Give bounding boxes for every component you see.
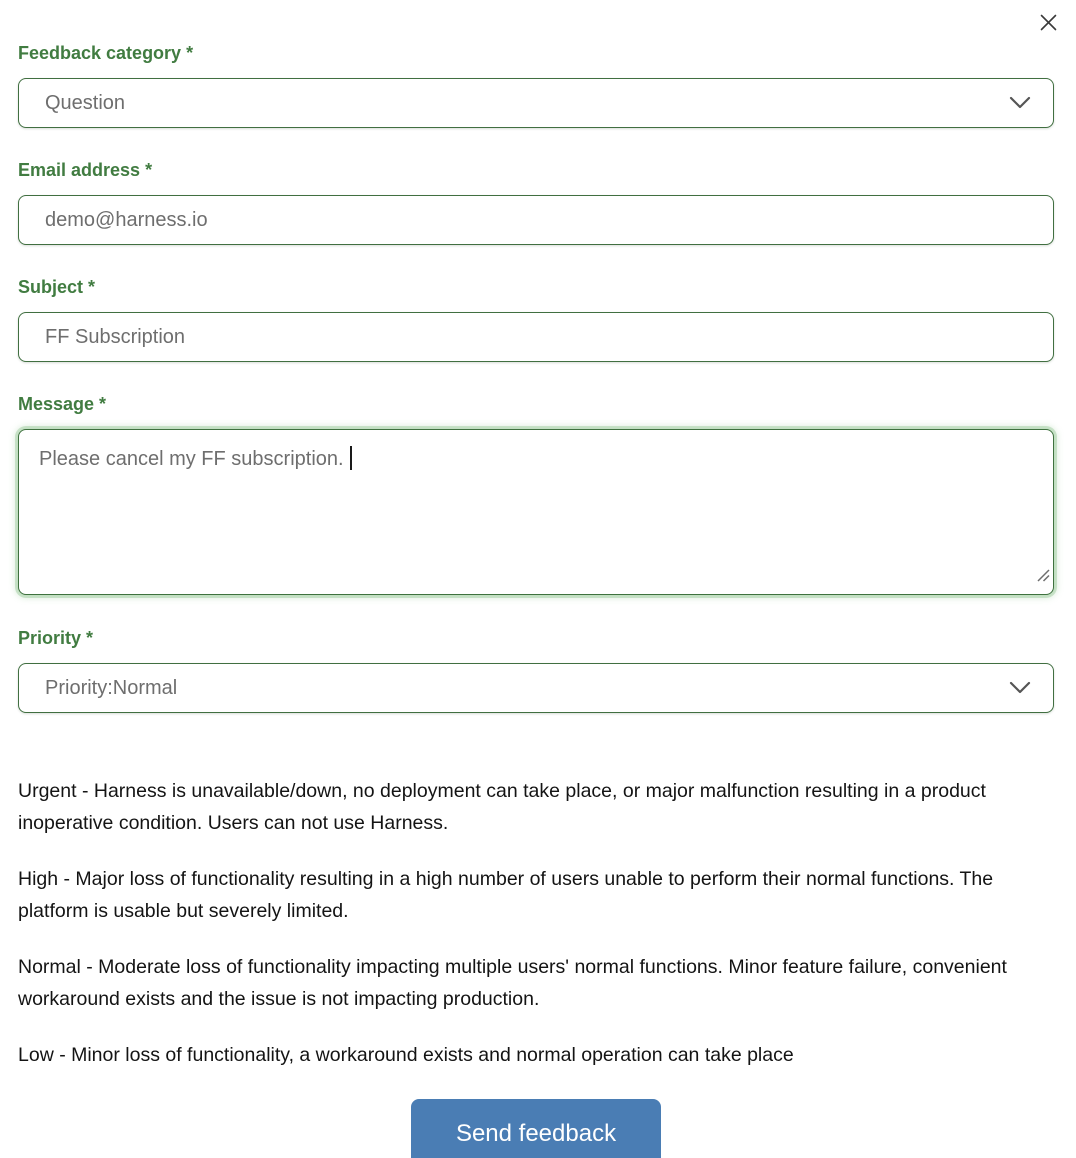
text-caret <box>350 446 352 470</box>
resize-handle-icon[interactable] <box>1036 561 1050 591</box>
priority-help-high: High - Major loss of functionality resulting in a high number of users unable to perform their normal functions. The platform is usable but severely limited. <box>18 868 994 922</box>
message-value: Please cancel my FF subscription. <box>39 448 350 470</box>
priority-help-urgent: Urgent - Harness is unavailable/down, no deployment can take place, or major malfunction resulting in a product inoperative condition. Users can not use Harness. <box>18 780 986 834</box>
send-feedback-button[interactable]: Send feedback <box>411 1099 661 1158</box>
priority-value: Priority:Normal <box>45 676 178 699</box>
subject-label: Subject * <box>18 277 96 297</box>
priority-help-normal: Normal - Moderate loss of functionality impacting multiple users' normal functions. Minor feature failure, convenient workaround exists and the issue is not impacting production. <box>18 956 1007 1010</box>
subject-input[interactable] <box>18 312 1054 362</box>
close-icon <box>1040 14 1057 34</box>
feedback-category-value: Question <box>45 91 126 114</box>
priority-help-text <box>18 745 1054 1071</box>
priority-label: Priority * <box>18 628 94 648</box>
chevron-down-icon <box>1009 677 1031 700</box>
email-label: Email address * <box>18 160 153 180</box>
close-button[interactable] <box>1036 12 1060 36</box>
message-textarea[interactable] <box>18 429 1054 595</box>
message-label: Message * <box>18 394 107 414</box>
priority-help-low: Low - Minor loss of functionality, a workaround exists and normal operation can take place <box>18 1044 794 1066</box>
feedback-category-label: Feedback category * <box>18 43 194 63</box>
chevron-down-icon <box>1009 92 1031 115</box>
priority-select[interactable] <box>18 663 1054 713</box>
feedback-category-select[interactable] <box>18 78 1054 128</box>
email-input[interactable] <box>18 195 1054 245</box>
